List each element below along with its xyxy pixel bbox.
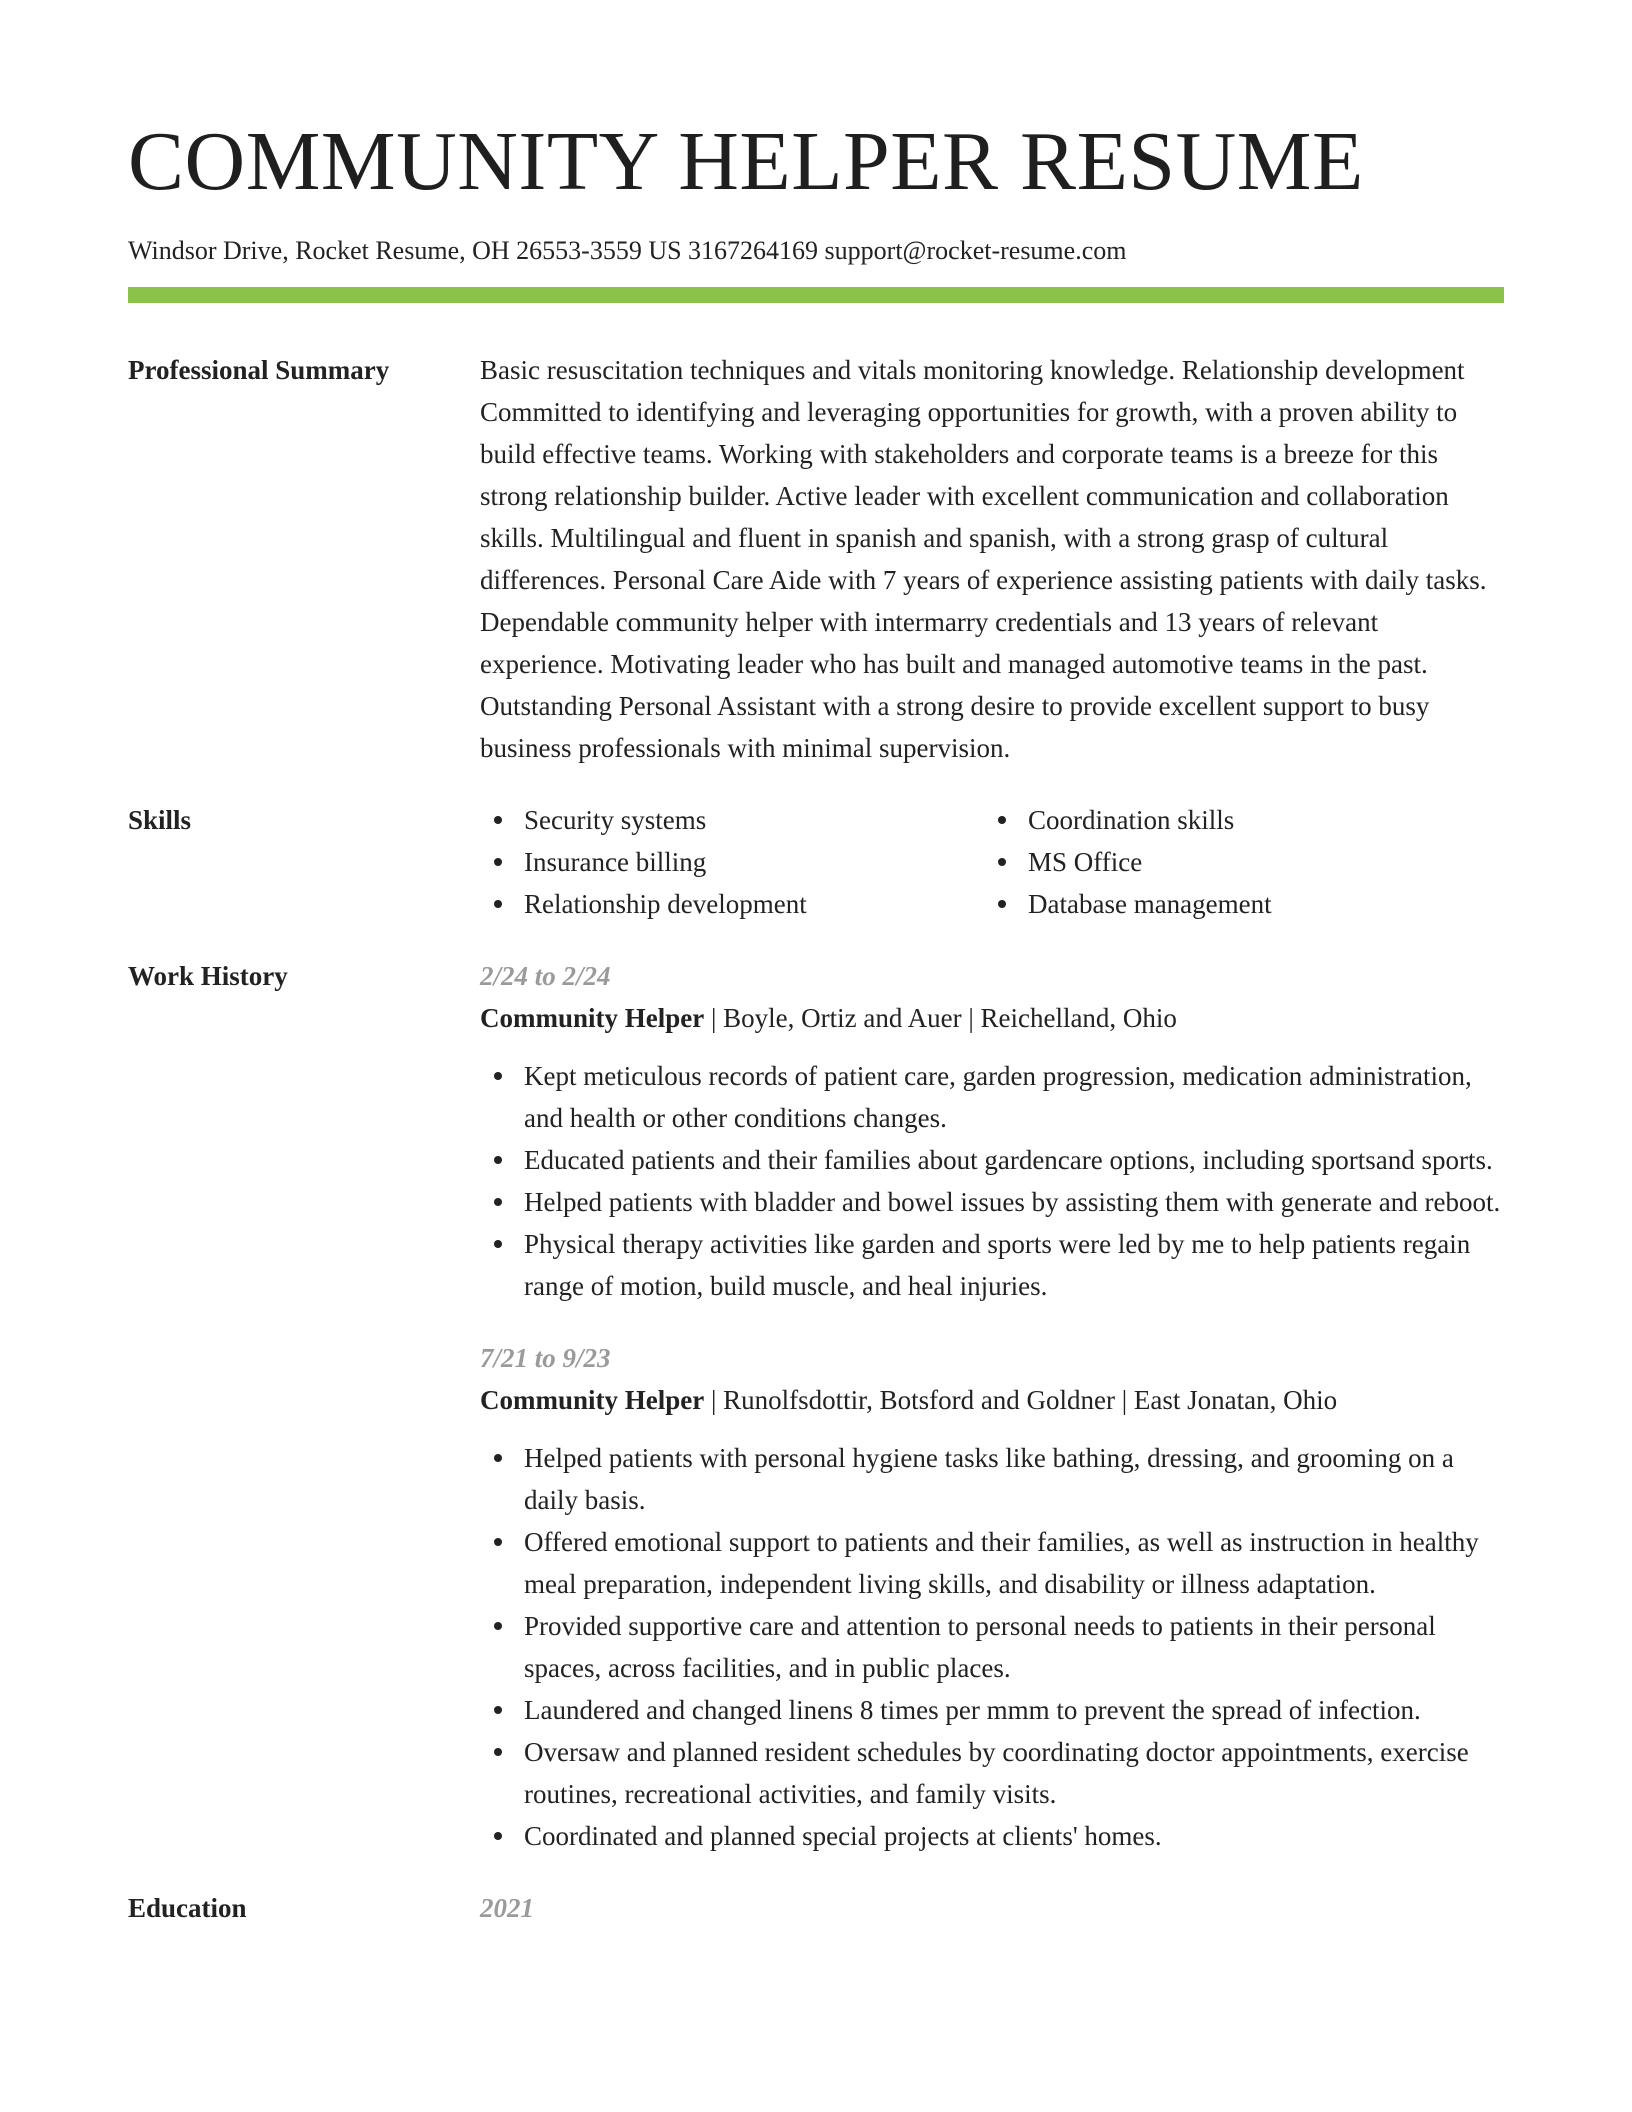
job-bullet: Offered emotional support to patients and their families, as well as instruction in healthy meal preparation, independent living skills, and disability or illness adaptation. bbox=[480, 1521, 1504, 1605]
job-bullet: Laundered and changed linens 8 times per mmm to prevent the spread of infection. bbox=[480, 1689, 1504, 1731]
job-bullet: Helped patients with bladder and bowel issues by assisting them with generate and reboot. bbox=[480, 1181, 1504, 1223]
skill-item: Insurance billing bbox=[480, 841, 984, 883]
skills-label: Skills bbox=[128, 805, 192, 835]
job-entry bbox=[480, 1337, 1504, 1857]
job-bullet: Physical therapy activities like garden and sports were led by me to help patients regain range of motion, build muscle, and heal injuries. bbox=[480, 1223, 1504, 1307]
skill-item: Relationship development bbox=[480, 883, 984, 925]
job-bullets bbox=[480, 1055, 1504, 1307]
job-date: 2/24 to 2/24 bbox=[480, 961, 611, 991]
summary-section bbox=[128, 349, 1504, 769]
resume-title: COMMUNITY HELPER RESUME bbox=[128, 115, 1364, 208]
job-date: 7/21 to 9/23 bbox=[480, 1343, 611, 1373]
job-heading bbox=[480, 1379, 1504, 1421]
job-employer-location: | Boyle, Ortiz and Auer | Reichelland, Ohio bbox=[704, 1003, 1177, 1033]
job-title: Community Helper bbox=[480, 1003, 705, 1033]
skill-item: Security systems bbox=[480, 799, 984, 841]
skill-item: MS Office bbox=[984, 841, 1504, 883]
education-section bbox=[128, 1887, 1504, 1929]
job-bullet: Educated patients and their families about gardencare options, including sportsand sports. bbox=[480, 1139, 1504, 1181]
education-label: Education bbox=[128, 1893, 247, 1923]
job-bullet: Kept meticulous records of patient care, garden progression, medication administration, and health or other conditions changes. bbox=[480, 1055, 1504, 1139]
job-bullet: Coordinated and planned special projects at clients' homes. bbox=[480, 1815, 1504, 1857]
job-employer-location: | Runolfsdottir, Botsford and Goldner | East Jonatan, Ohio bbox=[704, 1385, 1338, 1415]
skill-item: Coordination skills bbox=[984, 799, 1504, 841]
header-divider bbox=[128, 287, 1504, 303]
job-title: Community Helper bbox=[480, 1385, 705, 1415]
work-history-label: Work History bbox=[128, 961, 288, 991]
skill-item: Database management bbox=[984, 883, 1504, 925]
summary-label: Professional Summary bbox=[128, 355, 390, 385]
summary-text: Basic resuscitation techniques and vitals monitoring knowledge. Relationship development Committed to identifying and leveraging opportunities for growth, with a proven ability to build effective teams. Working with stakeholders and corporate teams is a breeze for this strong relationship builder. Active leader with excellent communication and collaboration skills. Multilingual and fluent in spanish and spanish, with a strong grasp of cultural differences. Personal Care Aide with 7 years of experience assisting patients with daily tasks. Dependable community helper with intermarry credentials and 13 years of relevant experience. Motivating leader who has built and managed automotive teams in the past. Outstanding Personal Assistant with a strong desire to provide excellent support to busy business professionals with minimal supervision. bbox=[480, 355, 1487, 763]
resume-page bbox=[128, 115, 1504, 1929]
job-bullet: Helped patients with personal hygiene tasks like bathing, dressing, and grooming on a daily basis. bbox=[480, 1437, 1504, 1521]
work-history-section bbox=[128, 955, 1504, 1857]
education-date: 2021 bbox=[480, 1893, 534, 1923]
job-bullets bbox=[480, 1437, 1504, 1857]
contact-line: Windsor Drive, Rocket Resume, OH 26553-3559 US 3167264169 support@rocket-resume.com bbox=[128, 236, 1127, 265]
job-bullet: Provided supportive care and attention to personal needs to patients in their personal spaces, across facilities, and in public places. bbox=[480, 1605, 1504, 1689]
skills-list bbox=[480, 799, 1504, 925]
skills-section bbox=[128, 799, 1504, 925]
job-entry bbox=[480, 955, 1504, 1307]
job-bullet: Oversaw and planned resident schedules by coordinating doctor appointments, exercise routines, recreational activities, and family visits. bbox=[480, 1731, 1504, 1815]
job-heading bbox=[480, 997, 1504, 1039]
